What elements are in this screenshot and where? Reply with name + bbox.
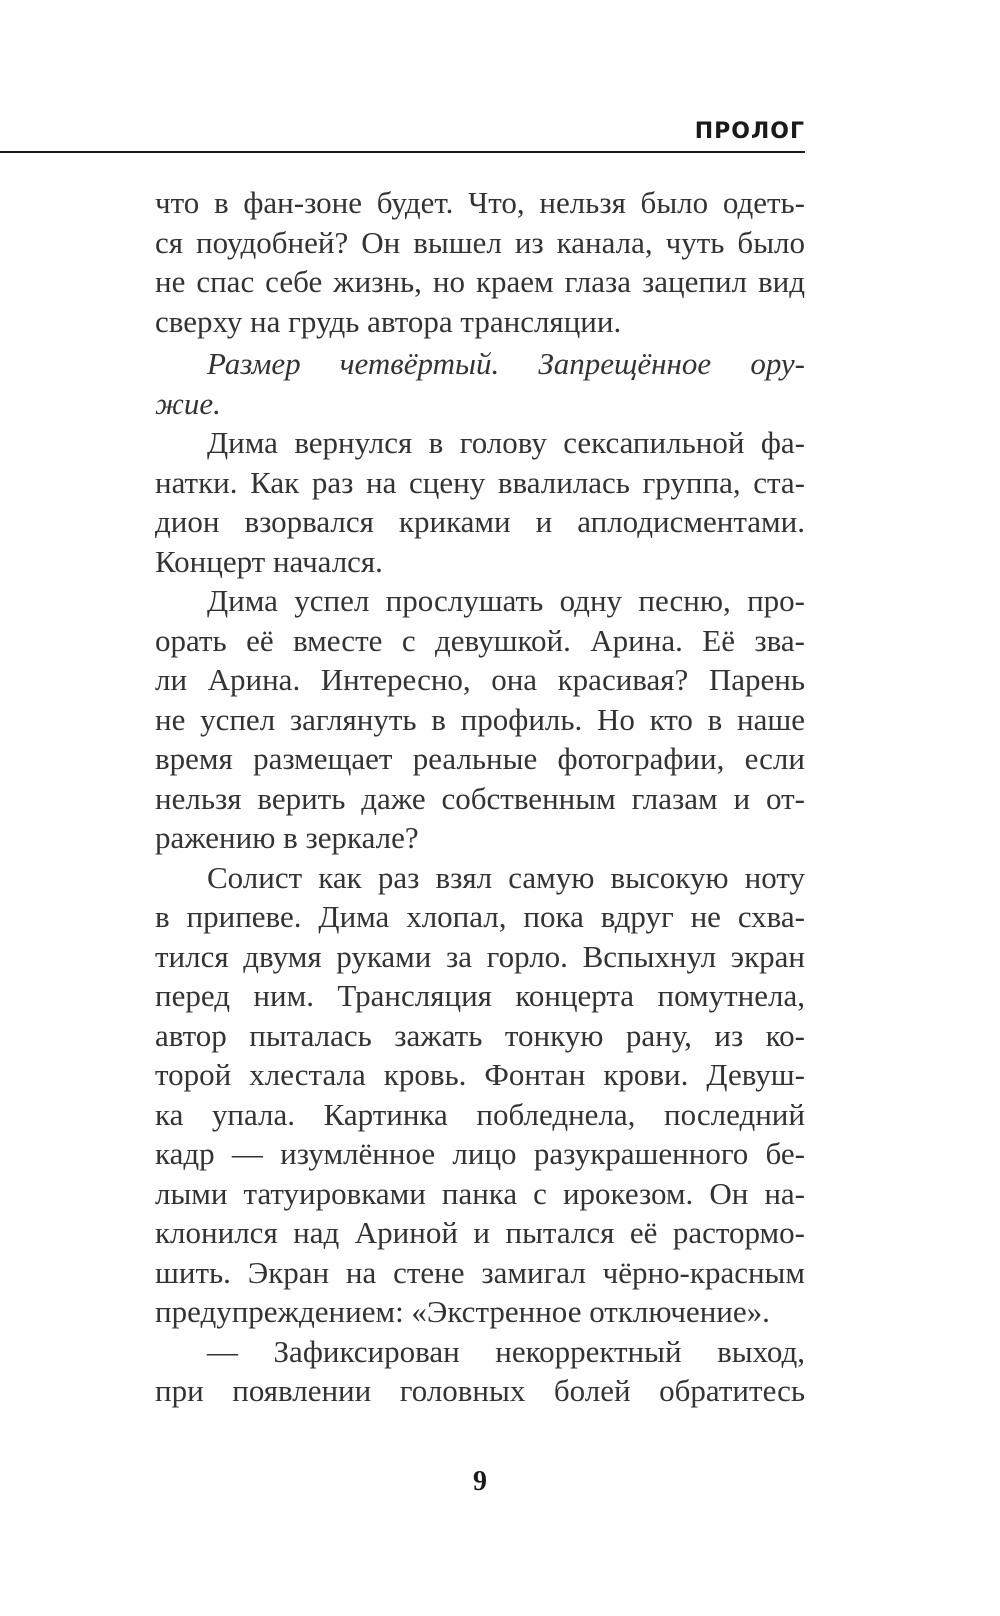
page-number: 9 [473,1466,487,1497]
chapter-title: ПРОЛОГ [694,119,805,144]
text-line: сверху на грудь автора трансляции. [155,303,622,339]
text-line: тился двумя руками за горло. Вспыхнул экран [155,938,805,974]
text-line: нельзя верить даже собственным глазам и от- [155,780,805,816]
text-line: Дима успел прослушать одну песню, про- [207,583,805,618]
text-line: шить. Экран на стене замигал чёрно-красным [155,1254,805,1290]
body-text [155,183,805,1411]
text-line: не успел заглянуть в профиль. Но кто в наше [155,701,805,737]
text-line-italic: жие. [155,385,221,421]
text-line: перед ним. Трансляция концерта помутнела, [155,978,805,1013]
text-line-italic: Размер четвёртый. Запрещённое ору- [207,346,805,381]
text-line: предупреждением: «Экстренное отключение». [155,1294,770,1329]
text-line: Солист как раз взял самую высокую ноту [207,859,805,895]
text-line: клонился над Ариной и пытался её растормо- [155,1215,805,1250]
text-line: орать её вместе с девушкой. Арина. Её зва- [155,622,805,658]
text-line: что в фан-зоне будет. Что, нельзя было одеть- [155,185,805,220]
running-header [0,117,805,153]
text-line: натки. Как раз на сцену ввалилась группа, ста- [155,464,805,500]
text-line: — Зафиксирован некорректный выход, [207,1333,805,1369]
text-line: ка упала. Картинка побледнела, последний [155,1096,805,1132]
text-line: ражению в зеркале? [155,820,419,855]
text-line: Дима вернулся в голову сексапильной фа- [207,425,805,460]
text-line: лыми татуировками панка с ирокезом. Он на- [155,1175,805,1211]
text-line: ли Арина. Интересно, она красивая? Парень [155,662,805,697]
text-line: торой хлестала кровь. Фонтан крови. Девуш- [155,1057,805,1092]
text-line: время размещает реальные фотографии, если [155,741,805,776]
text-line: в припеве. Дима хлопал, пока вдруг не схва- [155,899,805,934]
text-line: автор пыталась зажать тонкую рану, из ко- [155,1017,805,1053]
text-line: кадр — изумлённое лицо разукрашенного бе- [155,1136,805,1171]
text-line: Концерт начался. [155,543,383,579]
text-line: ся поудобней? Он вышел из канала, чуть было [155,224,805,260]
text-line: дион взорвался криками и аплодисментами. [155,504,805,539]
text-line: при появлении головных болей обратитесь [155,1373,805,1408]
text-line: не спас себе жизнь, но краем глаза зацепил вид [155,264,805,299]
